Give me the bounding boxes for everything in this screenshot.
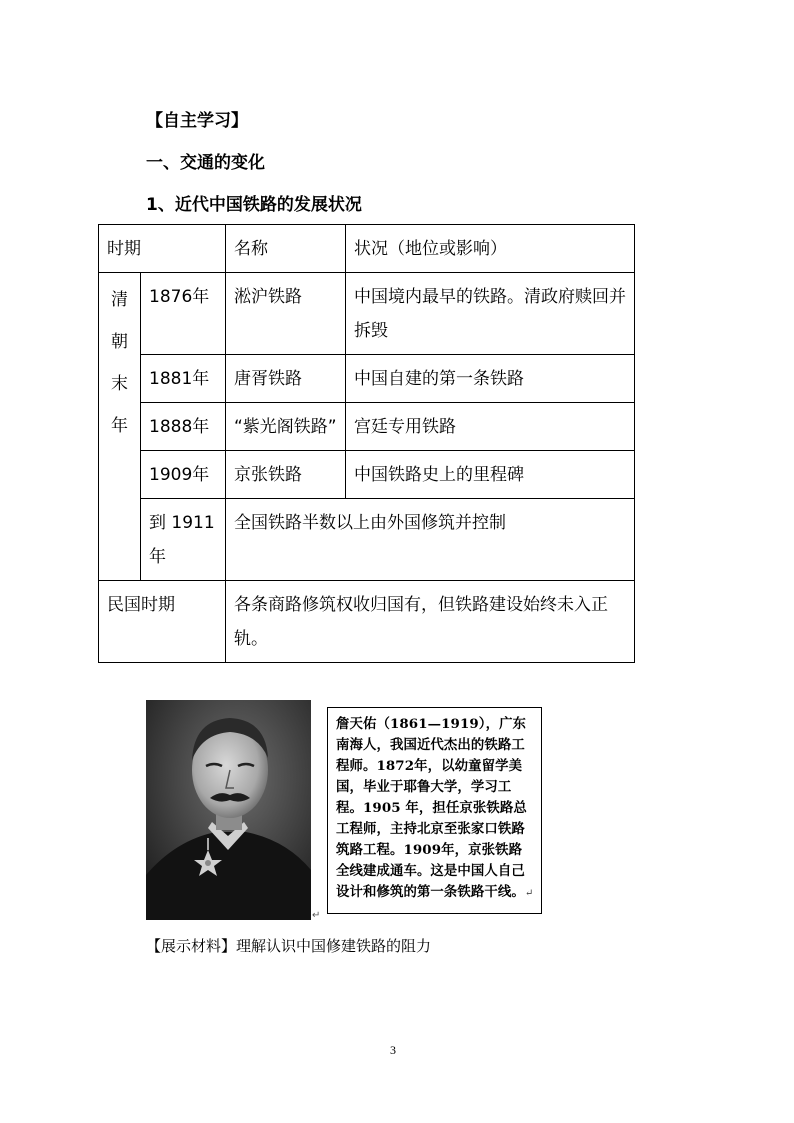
table-row [99,499,635,581]
table-row [99,403,635,451]
name-cell: “紫光阁铁路” [226,403,346,451]
section-heading: 【自主学习】 [146,111,248,131]
table-row [99,451,635,499]
paragraph-mark: ↵ [312,910,321,921]
year-cell: 1909年 [141,451,226,499]
header-period: 时期 [99,225,226,273]
railway-table [98,224,635,663]
table-header-row [99,225,635,273]
topic-heading: 一、交通的变化 [146,153,265,173]
name-cell: 京张铁路 [226,451,346,499]
era-char: 朝 [111,332,128,352]
name-cell: 唐胥铁路 [226,355,346,403]
name-cell: 淞沪铁路 [226,273,346,355]
year-cell: 1888年 [141,403,226,451]
header-name: 名称 [226,225,346,273]
portrait-image [146,700,311,920]
portrait-photo [146,700,311,920]
year-cell: 1881年 [141,355,226,403]
subtopic-heading: 1、近代中国铁路的发展状况 [146,195,362,215]
year-cell: 到 1911年 [141,499,226,581]
status-cell: 全国铁路半数以上由外国修筑并控制 [226,499,635,581]
table-row [99,273,635,355]
era-char: 末 [111,374,128,394]
bio-textbox [327,707,542,914]
status-cell: 中国自建的第一条铁路 [346,355,635,403]
year-cell: 1876年 [141,273,226,355]
header-status: 状况（地位或影响） [346,225,635,273]
status-cell: 中国境内最早的铁路。清政府赎回并拆毁 [346,273,635,355]
table-row [99,581,635,663]
status-cell: 中国铁路史上的里程碑 [346,451,635,499]
paragraph-mark: ↵ [524,888,534,899]
era-char: 年 [111,416,128,436]
table-row [99,355,635,403]
status-cell: 各条商路修筑权收归国有，但铁路建设始终未入正轨。 [226,581,635,663]
bio-text: 詹天佑（1861—1919），广东南海人，我国近代杰出的铁路工程师。1872年，以幼童留学美国，毕业于耶鲁大学，学习工程。1905 年，担任京张铁路总工程师，主持北京至张家口铁路筑路工程。1909年，京张铁路全线建成通车。这是中国人自己设计和修筑的第一条铁路干线。 [336,716,527,900]
period-cell: 民国时期 [99,581,226,663]
status-cell: 宫廷专用铁路 [346,403,635,451]
era-char: 清 [111,290,128,310]
qing-era-cell [99,273,141,581]
page-number: 3 [390,1043,396,1057]
show-material-line: 【展示材料】理解认识中国修建铁路的阻力 [146,937,432,955]
